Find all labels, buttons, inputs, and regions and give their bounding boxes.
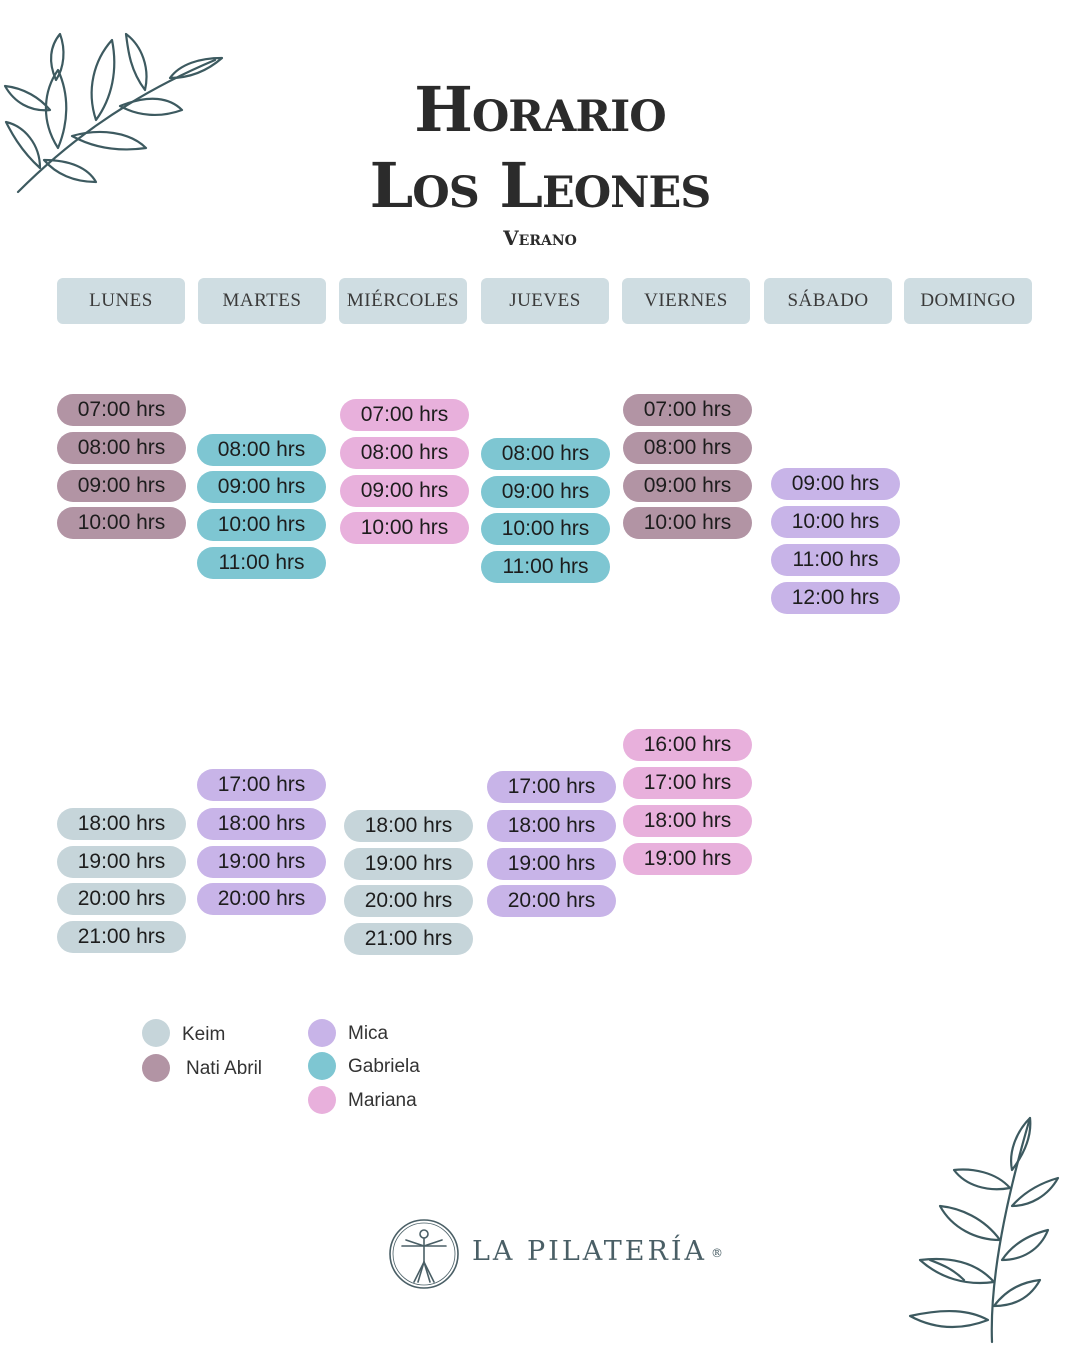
day-header-sabado: SÁBADO: [764, 278, 892, 324]
day-header-domingo: DOMINGO: [904, 278, 1032, 324]
legend-swatch-mariana: [308, 1086, 336, 1114]
slot-martes-evening: 17:00 hrs: [197, 769, 326, 801]
vitruvian-figure-icon: [388, 1218, 460, 1290]
legend-swatch-nati-abril: [142, 1054, 170, 1082]
legend-label-keim: Keim: [182, 1024, 226, 1045]
slot-miercoles-evening: 19:00 hrs: [344, 848, 473, 880]
slot-miercoles-morning: 08:00 hrs: [340, 437, 469, 469]
day-header-jueves: JUEVES: [481, 278, 609, 324]
slot-jueves-evening: 20:00 hrs: [487, 885, 616, 917]
slot-miercoles-evening: 20:00 hrs: [344, 885, 473, 917]
slot-lunes-morning: 09:00 hrs: [57, 470, 186, 502]
slot-viernes-evening: 19:00 hrs: [623, 843, 752, 875]
slot-miercoles-morning: 09:00 hrs: [340, 475, 469, 507]
slot-viernes-evening: 18:00 hrs: [623, 805, 752, 837]
slot-martes-evening: 20:00 hrs: [197, 883, 326, 915]
brand-name-text: LA PILATERÍA: [472, 1236, 708, 1267]
slot-jueves-evening: 19:00 hrs: [487, 848, 616, 880]
slot-lunes-evening: 20:00 hrs: [57, 883, 186, 915]
slot-jueves-morning: 10:00 hrs: [481, 513, 610, 545]
slot-lunes-evening: 21:00 hrs: [57, 921, 186, 953]
legend-label-mariana: Mariana: [348, 1090, 417, 1111]
slot-sabado-morning: 11:00 hrs: [771, 544, 900, 576]
slot-viernes-morning: 07:00 hrs: [623, 394, 752, 426]
legend-swatch-mica: [308, 1019, 336, 1047]
slot-sabado-morning: 09:00 hrs: [771, 468, 900, 500]
slot-martes-morning: 11:00 hrs: [197, 547, 326, 579]
slot-jueves-morning: 09:00 hrs: [481, 476, 610, 508]
slot-lunes-morning: 07:00 hrs: [57, 394, 186, 426]
slot-jueves-evening: 18:00 hrs: [487, 810, 616, 842]
slot-martes-morning: 08:00 hrs: [197, 434, 326, 466]
slot-lunes-morning: 08:00 hrs: [57, 432, 186, 464]
page-subtitle-location: Los Leones: [369, 149, 711, 222]
season-label: Verano: [503, 226, 577, 250]
slot-viernes-evening: 17:00 hrs: [623, 767, 752, 799]
day-header-lunes: LUNES: [57, 278, 185, 324]
day-header-martes: MARTES: [198, 278, 326, 324]
slot-viernes-morning: 10:00 hrs: [623, 507, 752, 539]
slot-miercoles-evening: 18:00 hrs: [344, 810, 473, 842]
slot-sabado-morning: 10:00 hrs: [771, 506, 900, 538]
slot-viernes-evening: 16:00 hrs: [623, 729, 752, 761]
slot-martes-morning: 10:00 hrs: [197, 509, 326, 541]
day-header-miercoles: MIÉRCOLES: [339, 278, 467, 324]
legend-swatch-gabriela: [308, 1052, 336, 1080]
slot-jueves-morning: 11:00 hrs: [481, 551, 610, 583]
slot-viernes-morning: 09:00 hrs: [623, 470, 752, 502]
leaf-branch-icon: [900, 1110, 1060, 1345]
day-header-viernes: VIERNES: [622, 278, 750, 324]
slot-miercoles-morning: 07:00 hrs: [340, 399, 469, 431]
legend-label-nati-abril: Nati Abril: [186, 1058, 263, 1079]
registered-mark: ®: [711, 1245, 724, 1260]
legend-label-gabriela: Gabriela: [348, 1056, 420, 1077]
slot-martes-morning: 09:00 hrs: [197, 471, 326, 503]
slot-sabado-morning: 12:00 hrs: [771, 582, 900, 614]
slot-martes-evening: 18:00 hrs: [197, 808, 326, 840]
slot-martes-evening: 19:00 hrs: [197, 846, 326, 878]
slot-miercoles-morning: 10:00 hrs: [340, 512, 469, 544]
slot-lunes-morning: 10:00 hrs: [57, 507, 186, 539]
brand-name: [472, 1236, 723, 1267]
slot-lunes-evening: 19:00 hrs: [57, 846, 186, 878]
slot-viernes-morning: 08:00 hrs: [623, 432, 752, 464]
slot-jueves-evening: 17:00 hrs: [487, 771, 616, 803]
slot-lunes-evening: 18:00 hrs: [57, 808, 186, 840]
page-title: Horario: [414, 73, 666, 146]
legend-swatch-keim: [142, 1019, 170, 1047]
legend-label-mica: Mica: [348, 1023, 389, 1044]
slot-miercoles-evening: 21:00 hrs: [344, 923, 473, 955]
slot-jueves-morning: 08:00 hrs: [481, 438, 610, 470]
